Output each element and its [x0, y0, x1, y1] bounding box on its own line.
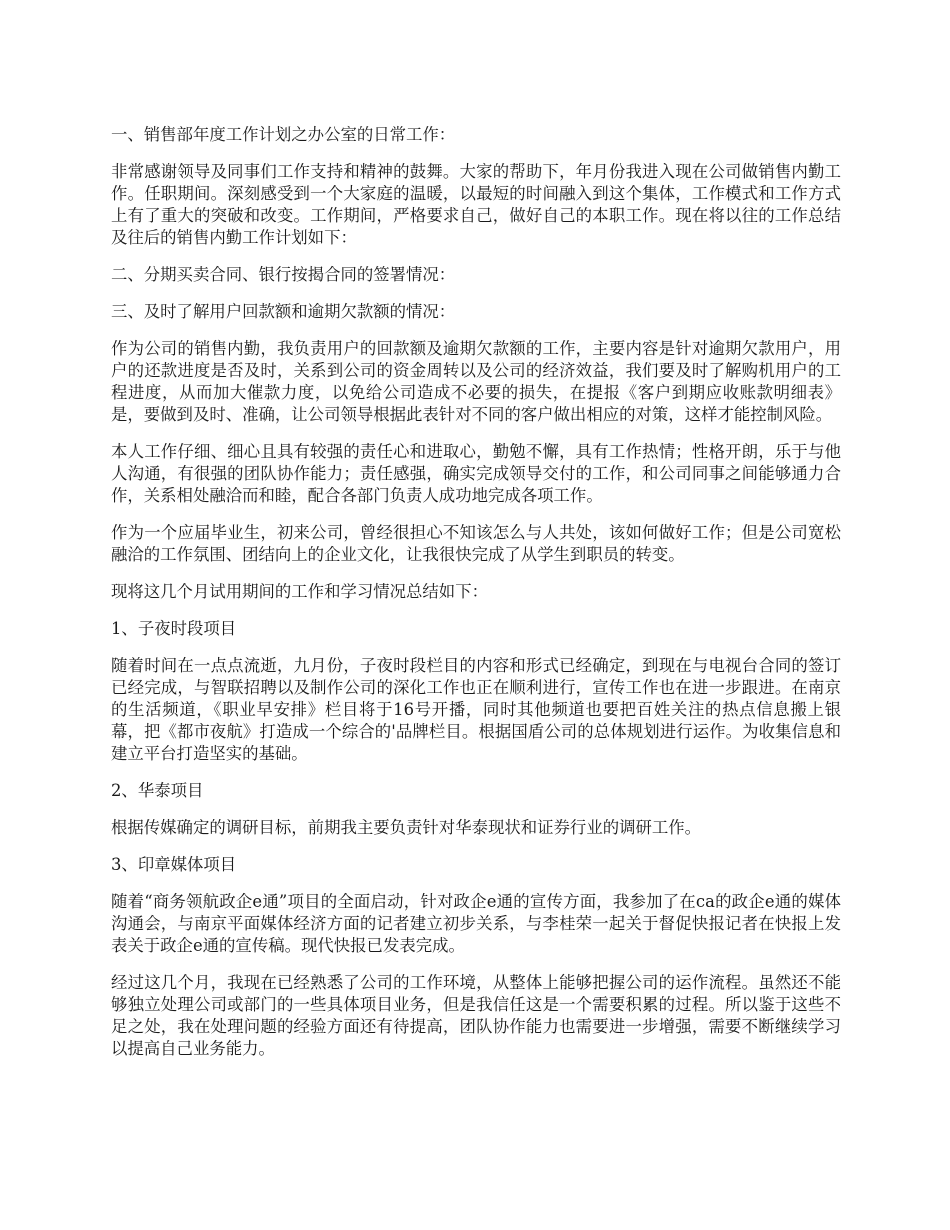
paragraph-project-2: 根据传媒确定的调研目标，前期我主要负责针对华泰现状和证券行业的调研工作。: [111, 818, 702, 837]
heading-project-2: 2、华泰项目: [111, 781, 204, 800]
heading-project-3: 3、印章媒体项目: [111, 855, 237, 874]
paragraph-conclusion: 经过这几个月，我现在已经熟悉了公司的工作环境，从整体上能够把握公司的运作流程。虽然还不能够独立处理公司或部门的一些具体项目业务，但是我信任这是一个需要积累的过程。所以鉴于这些不足之处，我在处理问题的经验方面还有待提高，团队协作能力也需要进一步增强，需要不断继续学习以提高自己业务能力。: [111, 973, 841, 1058]
heading-contracts: 二、分期买卖合同、银行按揭合同的签署情况：: [111, 265, 456, 284]
paragraph-graduate: 作为一个应届毕业生，初来公司，曾经很担心不知该怎么与人共处，该如何做好工作；但是公司宽松融洽的工作氛围、团结向上的企业文化，让我很快完成了从学生到职员的转变。: [111, 523, 841, 564]
paragraph-payments: 作为公司的销售内勤，我负责用户的回款额及逾期欠款额的工作，主要内容是针对逾期欠款用户，用户的还款进度是否及时，关系到公司的资金周转以及公司的经济效益，我们要及时了解购机用户的工程进度，从而加大催款力度，以免给公司造成不必要的损失，在提报《客户到期应收账款明细表》是，要做到及时、准确，让公司领导根据此表针对不同的客户做出相应的对策，这样才能控制风险。: [111, 339, 841, 424]
heading-project-1: 1、子夜时段项目: [111, 619, 237, 638]
paragraph-introduction: 非常感谢领导及同事们工作支持和精神的鼓舞。大家的帮助下，年月份我进入现在公司做销售内勤工作。任职期间。深刻感受到一个大家庭的温暖，以最短的时间融入到这个集体，工作模式和工作方式上有了重大的突破和改变。工作期间，严格要求自己，做好自己的本职工作。现在将以往的工作总结及往后的销售内勤工作计划如下：: [111, 162, 841, 247]
paragraph-self-evaluation: 本人工作仔细、细心且具有较强的责任心和进取心，勤勉不懈，具有工作热情；性格开朗，乐于与他人沟通，有很强的团队协作能力；责任感强，确实完成领导交付的工作，和公司同事之间能够通力合作，关系相处融洽而和睦，配合各部门负责人成功地完成各项工作。: [111, 442, 841, 505]
paragraph-summary-intro: 现将这几个月试用期间的工作和学习情况总结如下：: [111, 582, 488, 601]
document-body: [111, 124, 841, 1075]
paragraph-project-1: 随着时间在一点点流逝，九月份，子夜时段栏目的内容和形式已经确定，到现在与电视台合同的签订已经完成，与智联招聘以及制作公司的深化工作也正在顺利进行，宣传工作也在进一步跟进。在南京的生活频道，《职业早安排》栏目将于16号开播，同时其他频道也要把百姓关注的热点信息搬上银幕，把《都市夜航》打造成一个综合的'品牌栏目。根据国盾公司的总体规划进行运作。为收集信息和建立平台打造坚实的基础。: [111, 656, 841, 763]
heading-payments: 三、及时了解用户回款额和逾期欠款额的情况：: [111, 302, 456, 321]
heading-daily-work: 一、销售部年度工作计划之办公室的日常工作：: [111, 125, 456, 144]
paragraph-project-3: 随着“商务领航政企e通”项目的全面启动，针对政企e通的宣传方面，我参加了在ca的政企e通的媒体沟通会，与南京平面媒体经济方面的记者建立初步关系，与李桂荣一起关于督促快报记者在快报上发表关于政企e通的宣传稿。现代快报已发表完成。: [111, 892, 841, 955]
